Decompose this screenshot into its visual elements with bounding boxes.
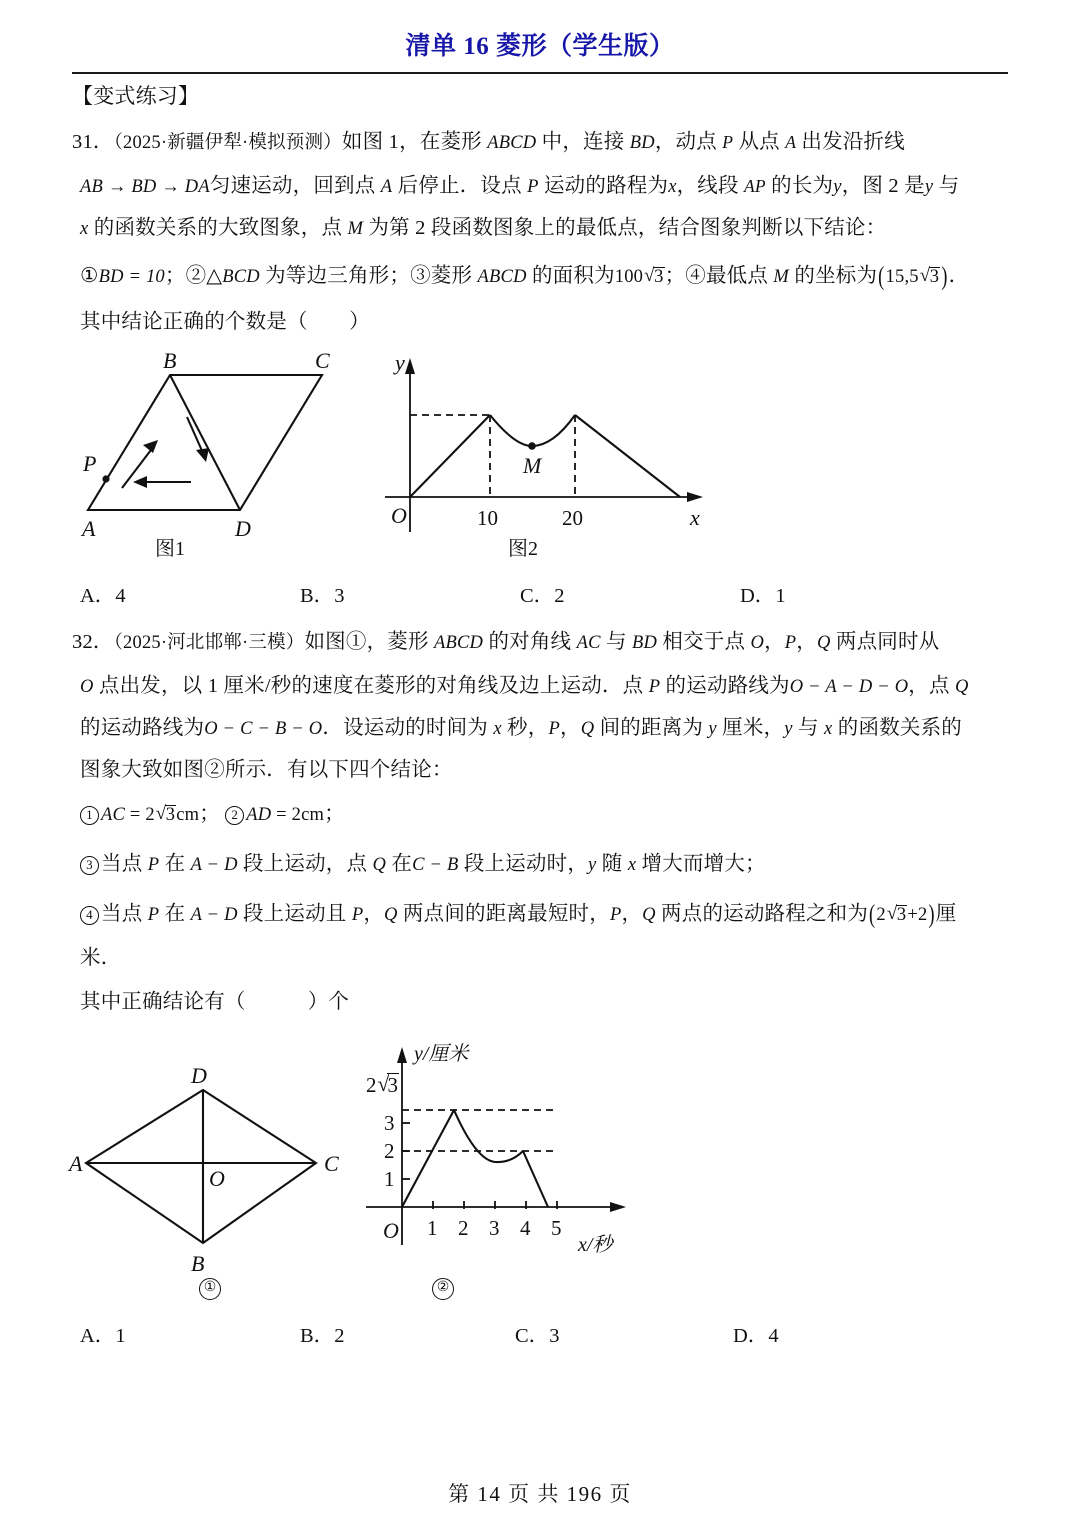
t: 2 [366,1073,377,1097]
fig2-label-y-axis: y [395,350,405,375]
t: 如图①，菱形 [304,631,435,653]
t: ， [796,631,817,653]
t: 后停止．设点 [392,175,528,197]
route-p: O − A − D − O [789,677,909,697]
t: y [833,177,842,197]
problem-31-question: 其中结论正确的个数是（ ） [80,311,370,333]
fig4-label-O: O [383,1218,399,1243]
t: 与 [600,631,632,653]
problem-31-line-1 [72,128,905,157]
point-m-marker [528,442,536,450]
option-key: A． [80,1325,116,1347]
fig4-ytick-1: 1 [384,1167,395,1191]
problem-32-source: （2025·河北邯郸·三模） [113,633,305,653]
t: 的运动路线为 [660,675,790,697]
t: 两点的运动路程之和为 [655,903,869,925]
t: M [773,267,790,287]
t: 厘米， [716,717,785,739]
sqrt-symbol [378,1073,400,1098]
t: ； [164,265,186,287]
figure-3-caption [199,1272,223,1300]
t: Q [816,633,831,653]
arrow-bd-head [196,448,209,462]
t: C − B [412,855,459,875]
t: ，线段 [676,175,745,197]
t: 两点同时从 [830,631,940,653]
t: x [493,719,502,739]
fig1-label-D: D [235,516,251,541]
t: O [750,633,765,653]
t: △ [206,265,223,287]
t: O [80,677,94,697]
page-footer: 第 14 页 共 196 页 [448,1482,632,1506]
t: = 2 [125,805,155,825]
problem-32-conclusion-4-tail: 米． [80,947,122,969]
path-expression: AB → BD → DA [80,177,210,197]
t: 菱形 [430,265,478,287]
option-key: B． [300,1325,335,1347]
t: P [648,677,661,697]
fig4-xtick-2: 2 [458,1216,469,1240]
problem-32-option-a[interactable] [80,1318,126,1348]
fig3-label-C: C [324,1151,339,1176]
fig2-tick-20: 20 [562,506,583,530]
t: 秒， [501,717,549,739]
problem-32-conclusion-4 [80,900,957,929]
segment-1-rise [402,1110,454,1207]
t: AC [101,805,126,825]
problem-32-line-3 [80,714,962,743]
figure-4-ytick-2sqrt3 [366,1073,399,1098]
t: 段上运动且 [237,903,352,925]
t: 厘 [935,903,957,925]
problem-31-option-a[interactable] [80,578,126,608]
fig4-xtick-4: 4 [520,1216,531,1240]
option-value: 1 [115,1325,126,1347]
segment-1-rise [410,415,490,497]
segment-3-fall [523,1151,548,1207]
t: 增大而增大； [636,853,766,875]
option-value: 2 [554,585,565,607]
figure-3-rhombus [69,1063,368,1298]
sqrt-symbol [887,901,907,929]
t: 15,5 [885,267,919,287]
t: y [588,855,597,875]
t: 当点 [101,853,148,875]
t: Q [372,855,387,875]
fig3-label-D: D [191,1063,207,1088]
t: AD [246,805,272,825]
t: 随 [596,853,628,875]
t: 中，连接 [536,131,630,153]
t: 从点 [733,131,786,153]
fig2-label-O: O [391,503,407,528]
segment-2-dip [490,415,575,446]
option-value: 4 [115,585,126,607]
header-divider [72,72,1008,74]
t: 点出发，以 1 厘米/秒的速度在菱形的对角线及边上运动．点 [93,675,649,697]
t: 出发沿折线 [796,131,905,153]
t: 为等边三角形； [259,265,411,287]
t: BD = 10 [98,267,165,287]
t: BD [629,133,655,153]
t: Q [955,677,969,697]
option-value: 2 [334,1325,345,1347]
fig1-label-C: C [315,348,330,373]
problem-32-number: 32． [72,631,114,653]
option-key: A． [80,585,116,607]
fig3-label-O: O [209,1166,225,1191]
t: ) [941,262,948,292]
fig4-xtick-1: 1 [427,1216,438,1240]
conclusion-2-marker: 2 [225,806,244,825]
t: A − D [190,855,238,875]
t: 100 [614,267,644,287]
t: ，动点 [654,131,723,153]
fig1-label-A: A [82,516,96,541]
t: 的面积为 [526,265,615,287]
t: cm [176,805,200,825]
t: A [785,132,797,152]
conclusion-3-marker: 3 [80,856,99,875]
t: P [527,177,539,197]
t: ，点 [908,675,956,697]
problem-32-conclusion-3 [80,850,766,879]
t: 段上运动，点 [237,853,373,875]
t: 3 [654,267,664,287]
t: 的对角线 [483,631,577,653]
problem-32-option-b[interactable] [300,1318,344,1348]
t: ，图 2 是 [841,175,925,197]
fig4-ytick-3: 3 [384,1111,395,1135]
fig3-label-A: A [69,1151,83,1176]
option-key: D． [740,585,776,607]
t: ， [363,903,385,925]
t: P [784,633,797,653]
figure-2-graph [385,350,715,550]
option-key: B． [300,585,335,607]
t: x [627,855,637,875]
page-title: 清单 16 菱形（学生版） [405,33,675,60]
option-key: C． [520,585,555,607]
t: ．设运动的时间为 [322,717,494,739]
fig2-label-x-axis: x [690,505,700,530]
t: 3 [929,267,940,287]
t: A − D [190,905,238,925]
fig4-xtick-5: 5 [551,1216,562,1240]
t: y [924,177,934,197]
t: 当点 [101,903,148,925]
t: P [147,855,160,875]
problem-32-option-d[interactable] [733,1318,779,1348]
t: 两点间的距离最短时， [397,903,610,925]
t: ， [621,903,643,925]
conclusion-2-marker: ② [185,265,207,287]
problem-32-question: 其中正确结论有（ ）个 [80,991,350,1013]
t: Q [580,719,595,739]
t: 与 [792,717,825,739]
t: 如图 1，在菱形 [341,131,488,153]
t: 在 [386,853,413,875]
t: y [708,719,717,739]
t: x [80,219,89,239]
t: 2 [876,905,886,925]
t: M [347,219,364,239]
t: 的长为 [765,175,834,197]
t: x [824,719,833,739]
circled-two: ② [432,1278,454,1300]
option-key: D． [733,1325,769,1347]
t: ABCD [434,633,484,653]
figure-1-rhombus [75,348,405,545]
t: BD [631,633,658,653]
t: 的坐标为 [789,265,878,287]
fig2-tick-10: 10 [477,506,498,530]
figure-2-caption: 图2 [508,538,538,560]
figure-4-x-axis-label: x/秒 [578,1234,613,1256]
problem-32-option-c[interactable] [515,1318,559,1348]
t: Q [642,905,656,925]
t: ， [764,631,785,653]
t: 3 [387,1073,398,1097]
option-value: 3 [334,585,345,607]
t: ； [324,803,345,825]
t: ) [928,900,935,930]
sqrt-symbol [156,801,176,829]
t: 最低点 [705,265,774,287]
x-axis-arrow [687,492,703,502]
fig4-ytick-2: 2 [384,1139,395,1163]
t: ABCD [487,133,537,153]
circled-one: ① [199,1278,221,1300]
t: AP [744,176,766,196]
t: 的函数关系的大致图象，点 [88,217,348,239]
route-q: O − C − B − O [204,719,323,739]
arrow-da-head [133,476,147,488]
t: AC [576,633,601,653]
fig1-label-B: B [163,348,177,373]
t: 间的距离为 [594,717,709,739]
option-key: C． [515,1325,550,1347]
option-value: 1 [775,585,786,607]
t: ， [559,717,581,739]
t: 在 [159,853,191,875]
fig4-xtick-3: 3 [489,1216,500,1240]
t: BCD [222,267,260,287]
y-axis-arrow [405,358,415,374]
fig3-label-B: B [191,1251,205,1276]
conclusion-1-marker: 1 [80,806,99,825]
problem-31-line-3 [80,214,886,243]
figure-4-caption [432,1272,456,1300]
t: P [351,905,364,925]
t: ( [869,900,876,930]
problem-32-line-1 [72,628,939,657]
t: y [784,719,793,739]
section-label: 【变式练习】 [72,84,200,108]
problem-31-option-b[interactable] [300,578,344,608]
problem-31-line-2 [80,172,959,201]
y-axis-arrow [397,1047,407,1063]
t: P [147,905,160,925]
t: ； [199,803,220,825]
t: 的运动路线为 [80,717,205,739]
x-axis-arrow [610,1202,626,1212]
t: A [380,177,393,197]
problem-31-option-c[interactable] [520,578,564,608]
segment-2-dip [454,1110,523,1162]
t: ( [878,262,885,292]
option-value: 3 [549,1325,560,1347]
t: 运动的路程为 [538,175,669,197]
t: Q [384,905,398,925]
conclusion-4-marker: 4 [80,906,99,925]
t: P [548,719,560,739]
problem-32-line-2 [80,672,969,701]
t: P [722,132,734,152]
rhombus-outline [86,1090,316,1243]
problem-32-conclusion-1-2 [80,800,345,829]
fig1-label-P: P [83,451,97,476]
figure-1-caption: 图1 [155,538,185,560]
sqrt-symbol [920,263,940,291]
sqrt-symbol [644,263,664,291]
t: 3 [165,805,176,825]
problem-32-line-4: 图象大致如图②所示．有以下四个结论： [80,759,453,781]
t: 与 [933,175,960,197]
t: 在 [159,903,191,925]
problem-31-option-d[interactable] [740,578,786,608]
t: 相交于点 [657,631,751,653]
point-p-marker [102,475,109,482]
t: = 2cm [271,805,325,825]
t: P [609,905,622,925]
t: ABCD [477,267,527,287]
conclusion-1-marker: ① [80,265,99,287]
t: ． [948,265,970,287]
t: +2 [907,905,928,925]
t: ； [664,265,686,287]
conclusion-3-marker: ③ [410,265,431,287]
segment-3-fall [575,415,680,497]
t: 段上运动时， [458,853,589,875]
t: 的函数关系的 [832,717,962,739]
t: x [668,177,677,197]
conclusion-4-marker: ④ [685,265,706,287]
diagonal-bd [170,375,240,510]
t: 匀速运动，回到点 [209,175,381,197]
t: 3 [896,905,907,925]
fig2-label-M: M [523,453,542,478]
problem-31-conclusions [80,262,969,291]
t: 为第 2 段函数图象上的最低点，结合图象判断以下结论： [363,217,887,239]
option-value: 4 [768,1325,779,1347]
problem-31-source: （2025·新疆伊犁·模拟预测） [113,133,342,153]
figure-4-y-axis-label: y/厘米 [414,1043,469,1065]
problem-31-number: 31． [72,131,114,153]
